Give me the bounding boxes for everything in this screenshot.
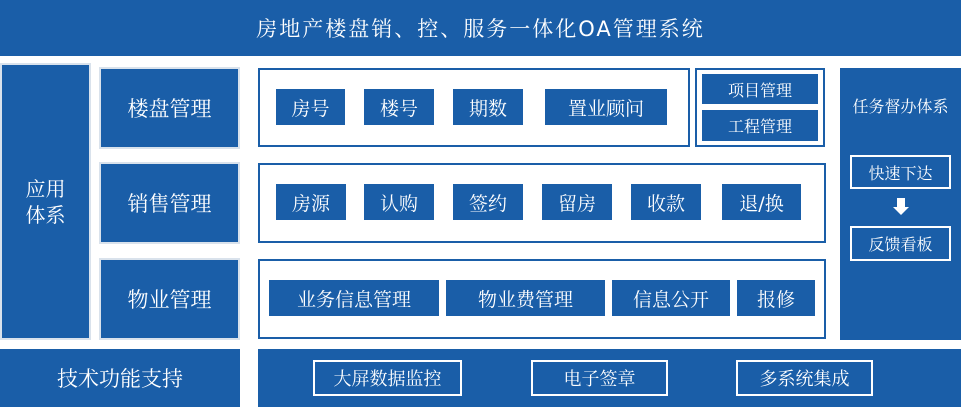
item-reserve: 留房: [542, 184, 612, 220]
item-contract: 签约: [453, 184, 523, 220]
module-label-property: 楼盘管理: [99, 67, 240, 149]
item-quick-dispatch: 快速下达: [850, 155, 951, 189]
item-property-fee-management: 物业费管理: [446, 280, 605, 316]
item-business-info-management: 业务信息管理: [269, 280, 439, 316]
item-multi-system-integration: 多系统集成: [736, 360, 873, 396]
item-listing: 房源: [276, 184, 346, 220]
application-system-label: [0, 63, 91, 340]
item-refund-exchange: 退/换: [722, 184, 801, 220]
item-building-number: 楼号: [364, 89, 434, 125]
application-system-label-line2: 体系: [25, 202, 66, 227]
item-phase: 期数: [453, 89, 523, 125]
item-room-number: 房号: [276, 89, 345, 125]
item-subscription: 认购: [364, 184, 434, 220]
task-supervision-title: 任务督办体系: [852, 97, 949, 116]
module-label-estate: 物业管理: [99, 258, 240, 340]
item-information-disclosure: 信息公开: [612, 280, 730, 316]
down-arrow-icon: [892, 198, 910, 216]
item-engineering-management: 工程管理: [700, 108, 820, 143]
item-electronic-signature: 电子签章: [531, 360, 668, 396]
page-title: 房地产楼盘销、控、服务一体化OA管理系统: [0, 0, 961, 56]
item-feedback-board: 反馈看板: [850, 226, 951, 261]
item-project-management: 项目管理: [700, 72, 820, 106]
application-system-label-line1: 应用: [25, 176, 66, 201]
item-sales-consultant: 置业顾问: [545, 89, 667, 125]
item-big-screen-monitoring: 大屏数据监控: [313, 360, 462, 396]
module-label-sales: 销售管理: [99, 162, 240, 244]
tech-support-label: 技术功能支持: [0, 349, 240, 407]
item-repair-request: 报修: [737, 280, 815, 316]
item-payment: 收款: [631, 184, 701, 220]
